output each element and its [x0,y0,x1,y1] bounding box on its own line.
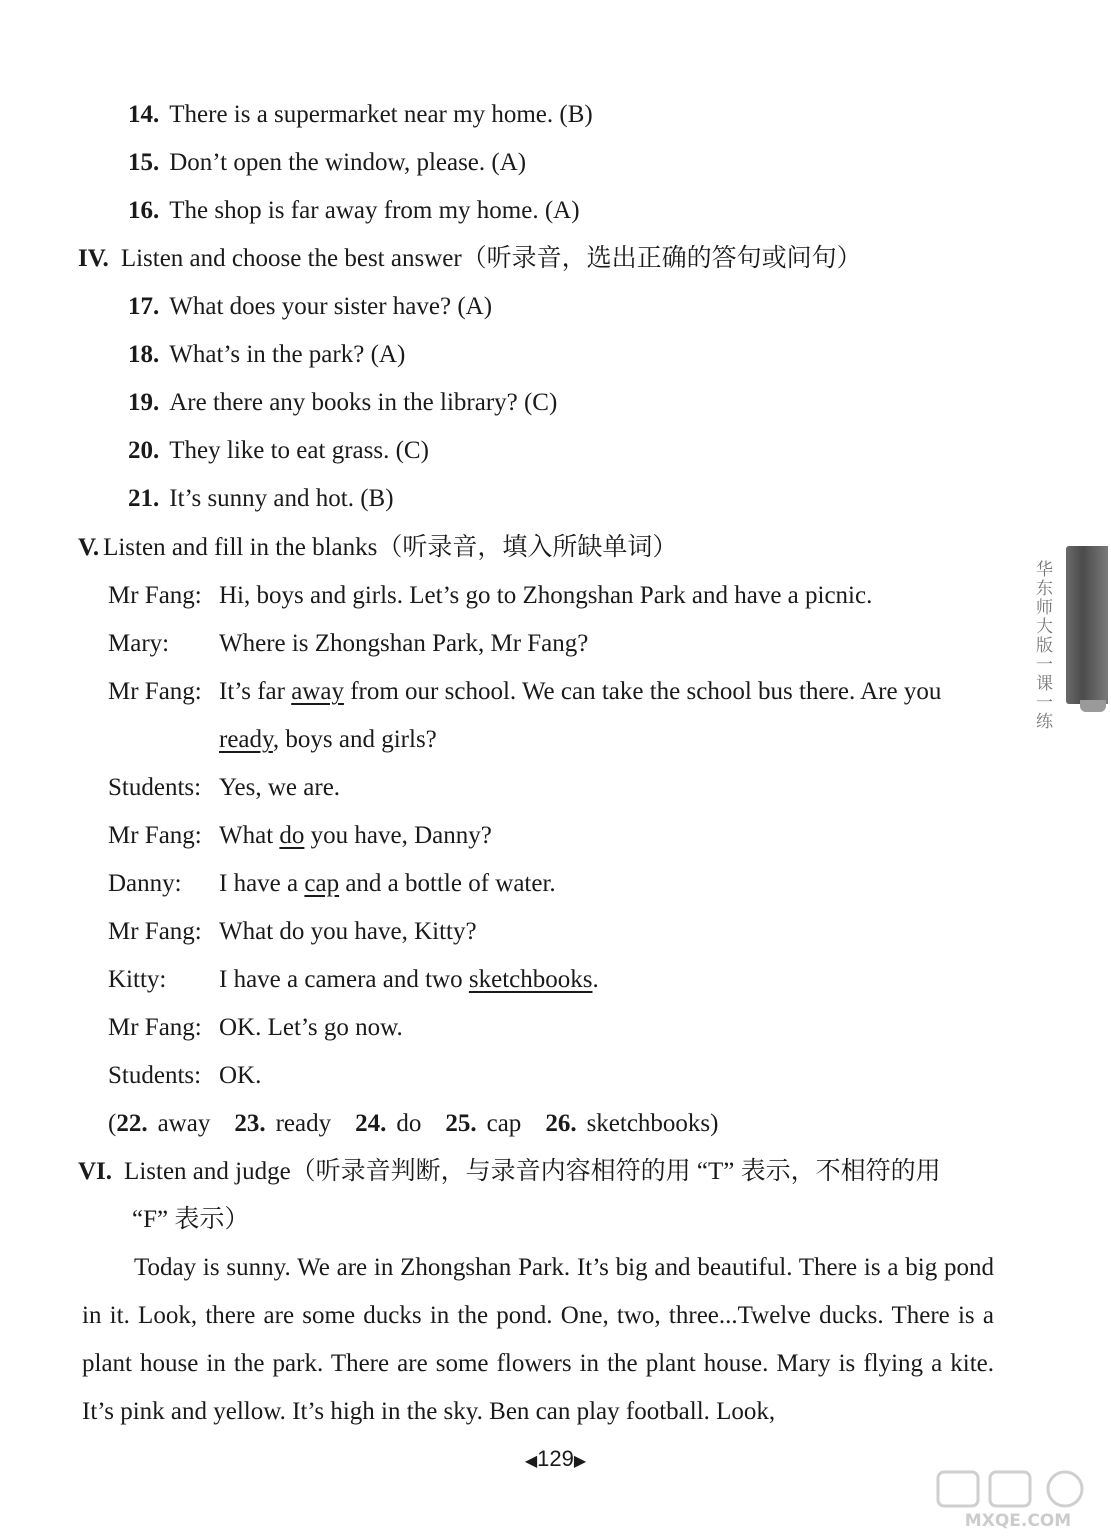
dialogue-speaker: Mary: [108,630,170,657]
dialogue-line: What do you have, Kitty? [219,918,477,945]
question-item: 17. What does your sister have? (A) [128,293,493,320]
dialogue-speaker: Mr Fang: [108,678,202,705]
dialogue-line: Where is Zhongshan Park, Mr Fang? [219,630,589,657]
dialogue-speaker: Mr Fang: [108,582,202,609]
listening-passage: Today is sunny. We are in Zhongshan Park. It’s big and beautiful. There is a big pond in it. Look, there are some ducks in the pond. One, two, three...Twelve ducks. There is a plant house in the park. There are some flowers in the plant house. Mary is flying a kite. It’s pink and yellow. It’s high in the sky. Ben can play football. Look, [82,1254,994,1425]
dialogue-speaker: Danny: [108,870,182,897]
dialogue-line: OK. [219,1062,262,1089]
dialogue-line: I have a camera and two sketchbooks. [219,966,599,993]
dialogue-speaker: Students: [108,1062,202,1089]
question-item: 19. Are there any books in the library? (C) [128,389,558,416]
section-heading-v: V. Listen and fill in the blanks（听录音，填入所缺单词） [78,534,678,561]
filled-blank: cap [304,870,340,897]
answer-key: (22. away 23. ready 24. do 25. cap 26. sketchbooks) [108,1110,719,1137]
question-item: 14. There is a supermarket near my home. (B) [128,101,593,128]
dialogue-line: I have a cap and a bottle of water. [219,870,556,897]
dialogue-line: Yes, we are. [219,774,341,801]
question-item: 16. The shop is far away from my home. (A) [128,197,580,224]
side-tab-shadow [1080,700,1106,712]
question-item: 21. It’s sunny and hot. (B) [128,485,394,512]
dialogue-line: Hi, boys and girls. Let’s go to Zhongshan Park and have a picnic. [219,582,873,609]
dialogue-speaker: Kitty: [108,966,167,993]
dialogue-line: ready, boys and girls? [219,726,437,753]
section-heading-iv: IV. Listen and choose the best answer（听录音，选出正确的答句或问句） [78,245,862,272]
dialogue-speaker: Mr Fang: [108,918,202,945]
section-heading-vi: VI. Listen and judge（听录音判断，与录音内容相符的用 “T” 表示，不相符的用 [78,1158,941,1185]
filled-blank: do [279,822,305,849]
left-triangle-icon: ◀ [524,1453,538,1470]
side-label: 华东师大版一课一练 [1032,560,1052,731]
filled-blank: away [291,678,344,705]
side-tab-marker [1066,546,1108,704]
question-item: 20. They like to eat grass. (C) [128,437,429,464]
dialogue-speaker: Mr Fang: [108,822,202,849]
dialogue-speaker: Mr Fang: [108,1014,202,1041]
dialogue-line: What do you have, Danny? [219,822,492,849]
question-item: 15. Don’t open the window, please. (A) [128,149,527,176]
svg-text:MXQE.COM: MXQE.COM [964,1511,1072,1530]
page-number: ◀129▶ [524,1446,587,1471]
dialogue-line: OK. Let’s go now. [219,1014,403,1041]
watermark-logo [930,1470,1105,1530]
dialogue-speaker: Students: [108,774,202,801]
filled-blank: sketchbooks [468,966,593,993]
section-heading-vi-cont: “F” 表示） [132,1206,250,1233]
right-triangle-icon: ▶ [573,1453,587,1470]
question-item: 18. What’s in the park? (A) [128,341,406,368]
dialogue-line: It’s far away from our school. We can take the school bus there. Are you [219,678,942,705]
filled-blank: ready [219,726,273,753]
